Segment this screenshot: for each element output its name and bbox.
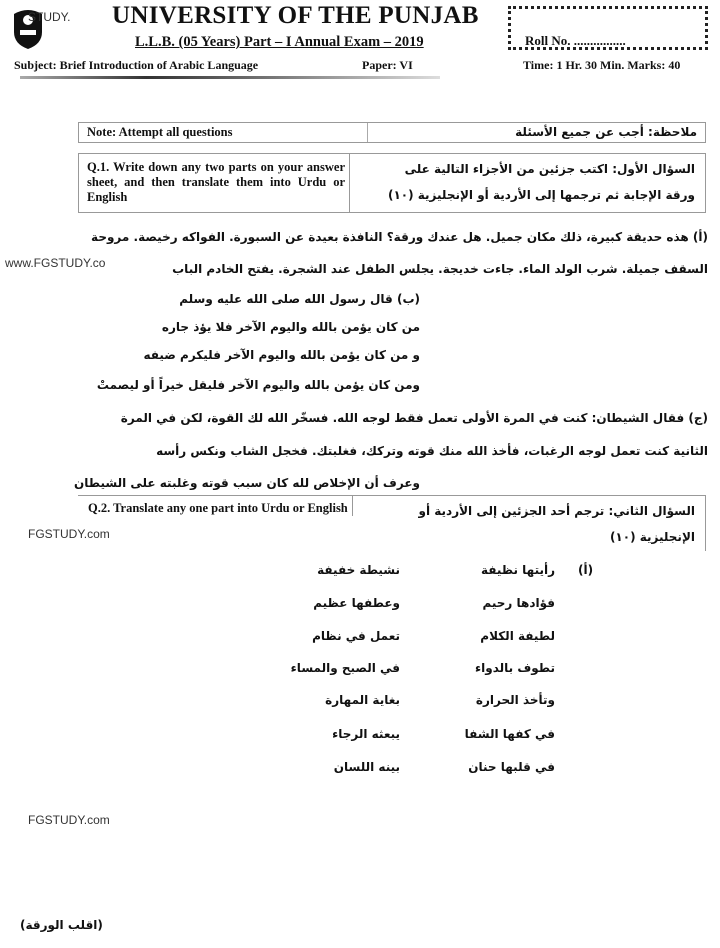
note-english: Note: Attempt all questions <box>87 125 233 139</box>
question-1-english: Q.1. Write down any two parts on your answer sheet, and then translate them into Urdu or English <box>87 160 345 204</box>
question-1-box <box>78 153 706 213</box>
note-divider <box>367 123 368 142</box>
q1-text-line: و من كان يؤمن بالله واليوم الآخر فليكرم ضيفه <box>143 348 420 362</box>
note-box <box>78 122 706 143</box>
watermark-text: FGSTUDY.com <box>28 527 110 541</box>
header-divider <box>20 76 440 79</box>
time-marks-label: Time: 1 Hr. 30 Min. Marks: 40 <box>523 58 681 72</box>
poem-cell: وعطفها عظيم <box>313 596 400 610</box>
turn-over-note: (اقلب الورقة) <box>20 918 103 932</box>
watermark-text: FGSTUDY.com <box>28 813 110 827</box>
watermark-text: www.FGSTUDY.co <box>5 256 106 270</box>
roll-number-label: Roll No. ................ <box>525 33 626 48</box>
watermark-text: STUDY. <box>28 10 71 24</box>
q1-text-line: وعرف أن الإخلاص لله كان سبب قوته وغلبته على الشيطان <box>74 476 420 490</box>
poem-cell: فؤادها رحيم <box>482 596 555 610</box>
question-2-divider <box>352 496 353 516</box>
poem-cell: وتأخذ الحرارة <box>475 693 555 707</box>
question-1-divider <box>349 154 350 212</box>
part-a-label: (أ) <box>578 563 594 577</box>
exam-subtitle: L.L.B. (05 Years) Part – I Annual Exam – 2019 <box>135 34 424 50</box>
subject-label: Subject: Brief Introduction of Arabic Language <box>14 58 259 72</box>
university-title: UNIVERSITY OF THE PUNJAB <box>112 2 479 29</box>
q1-text-line: ومن كان يؤمن بالله واليوم الآخر فليقل خيراً أو ليصمتْ <box>96 378 420 392</box>
q1-text-line: (ب) قال رسول الله صلى الله عليه وسلم <box>179 292 420 306</box>
poem-cell: بغاية المهارة <box>325 693 400 707</box>
poem-cell: يبعثه الرجاء <box>332 727 400 741</box>
question-2-arabic-line-1: السؤال الثاني: ترجم أحد الجزئين إلى الأردية أو <box>418 504 695 518</box>
poem-cell: في الصبح والمساء <box>290 661 400 675</box>
question-2-box <box>78 495 706 551</box>
question-2-english: Q.2. Translate any one part into Urdu or English <box>88 501 348 515</box>
note-arabic: ملاحظة: أجب عن جميع الأسئلة <box>515 125 697 139</box>
q1-text-line: الثانية كنت تعمل لوجه الرغبات، فأخذ الله منك قوته وتركك، فغلبتك. فخجل الشاب ونكس رأسه <box>156 444 708 458</box>
poem-cell: تطوف بالدواء <box>475 661 555 675</box>
question-1-arabic-line-1: السؤال الأول: اكتب جزئين من الأجزاء التالية على <box>404 162 695 176</box>
q1-text-line: من كان يؤمن بالله واليوم الآخر فلا يؤذ جاره <box>161 320 420 334</box>
poem-cell: رأيتها نظيفة <box>480 563 555 577</box>
poem-cell: لطيفة الكلام <box>480 629 555 643</box>
q1-text-line: (ج) فقال الشيطان: كنت في المرة الأولى تعمل فقط لوجه الله. فسخّر الله لك القوة، لكن في المرة <box>120 411 708 425</box>
poem-cell: تعمل في نظام <box>312 629 400 643</box>
question-1-arabic-line-2: ورقة الإجابة ثم ترجمها إلى الأردية أو الإنجليزية (١٠) <box>387 188 695 202</box>
poem-cell: في كفها الشفا <box>464 727 555 741</box>
roll-number-box <box>508 6 708 50</box>
paper-label: Paper: VI <box>362 58 413 72</box>
poem-cell: نشيطة خفيفة <box>317 563 400 577</box>
q1-text-line: (أ) هذه حديقة كبيرة، ذلك مكان جميل. هل عندك ورقة؟ النافذة بعيدة عن السبورة. الفواكه رخيصة. مروحة <box>91 230 708 244</box>
q1-text-line: السقف جميلة. شرب الولد الماء. جاءت خديجة. يجلس الطفل عند الشجرة. يفتح الخادم الباب <box>172 262 708 276</box>
question-2-arabic-line-2: الإنجليزية (١٠) <box>609 530 695 544</box>
poem-cell: بينه اللسان <box>333 760 400 774</box>
poem-cell: في قلبها حنان <box>468 760 555 774</box>
